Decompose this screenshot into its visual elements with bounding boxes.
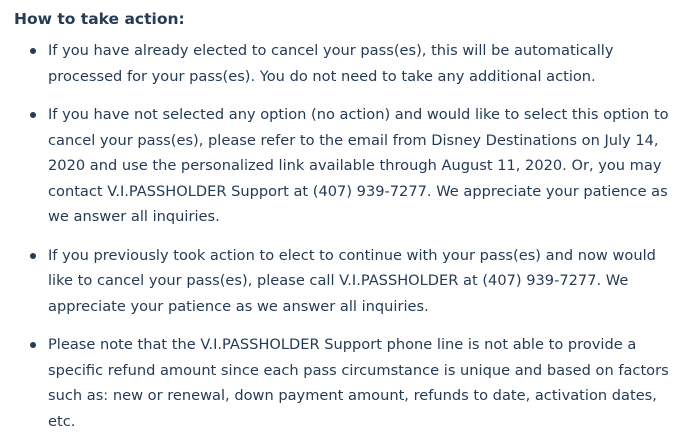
list-item xyxy=(14,102,674,230)
list-item-text: If you have not selected any option (no action) and would like to select this option to cancel your pass(es), please refer to the email from Disney Destinations on July 14, 2020 and use the personalized link available through August 11, 2020. Or, you may contact V.I.PASSHOLDER Support at (407) 939-7277. We appreciate your patience as we answer all inquiries. xyxy=(48,106,669,225)
action-list xyxy=(14,38,686,434)
bullet-icon xyxy=(30,253,36,259)
list-item xyxy=(14,38,674,89)
list-item xyxy=(14,332,674,434)
list-item-text: If you previously took action to elect to continue with your pass(es) and now would like to cancel your pass(es), please call V.I.PASSHOLDER at (407) 939-7277. We appreciate your patience as we answer all inquiries. xyxy=(48,246,656,315)
section-heading: How to take action: xyxy=(14,10,185,28)
bullet-icon xyxy=(30,342,36,348)
bullet-icon xyxy=(30,112,36,118)
bullet-icon xyxy=(30,48,36,54)
list-item-text: If you have already elected to cancel your pass(es), this will be automatically processed for your pass(es). You do not need to take any additional action. xyxy=(48,42,614,85)
list-item xyxy=(14,243,674,320)
list-item-text: Please note that the V.I.PASSHOLDER Support phone line is not able to provide a specific refund amount since each pass circumstance is unique and based on factors such as: new or renewal, down payment amount, refunds to date, activation dates, etc. xyxy=(48,336,669,430)
